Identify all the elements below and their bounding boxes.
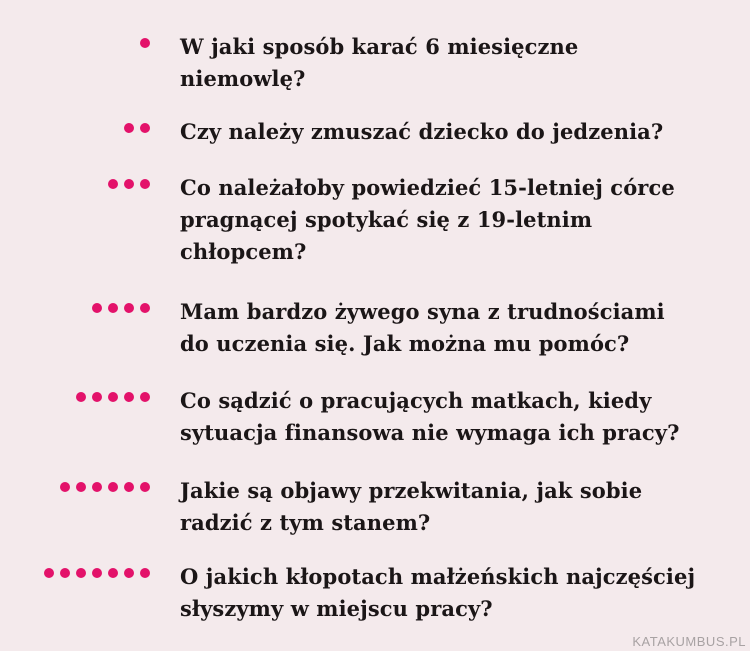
question-text: [180, 475, 740, 539]
bullet-dots: [140, 38, 150, 48]
question-line: do uczenia się. Jak można mu pomóc?: [180, 331, 630, 356]
bullet-dot: [108, 392, 118, 402]
question-line: W jaki sposób karać 6 miesięczne: [180, 34, 579, 59]
bullet-dot: [76, 482, 86, 492]
bullet-dot: [92, 303, 102, 313]
bullet-dots: [76, 392, 150, 402]
question-text: [180, 172, 740, 268]
question-text: [180, 296, 740, 360]
question-line: pragnącej spotykać się z 19-letnim: [180, 207, 593, 232]
bullet-dots: [44, 568, 150, 578]
question-text: [180, 385, 740, 449]
question-text: [180, 116, 740, 148]
watermark: KATAKUMBUS.PL: [632, 634, 746, 649]
bullet-dot: [92, 568, 102, 578]
bullet-dots: [124, 123, 150, 133]
question-line: Co sądzić o pracujących matkach, kiedy: [180, 388, 652, 413]
bullet-dot: [60, 568, 70, 578]
question-line: chłopcem?: [180, 239, 307, 264]
bullet-dots: [92, 303, 150, 313]
bullet-dot: [140, 179, 150, 189]
bullet-dot: [140, 303, 150, 313]
question-line: Czy należy zmuszać dziecko do jedzenia?: [180, 119, 664, 144]
bullet-dot: [140, 392, 150, 402]
question-line: słyszymy w miejscu pracy?: [180, 596, 493, 621]
bullet-dot: [140, 123, 150, 133]
bullet-dot: [108, 482, 118, 492]
bullet-dot: [140, 568, 150, 578]
bullet-dot: [44, 568, 54, 578]
bullet-dot: [92, 482, 102, 492]
question-line: niemowlę?: [180, 66, 306, 91]
bullet-dot: [108, 568, 118, 578]
question-line: O jakich kłopotach małżeńskich najczęściej: [180, 564, 696, 589]
bullet-dot: [124, 303, 134, 313]
bullet-dot: [124, 568, 134, 578]
bullet-dot: [108, 179, 118, 189]
bullet-dot: [124, 392, 134, 402]
bullet-dot: [124, 482, 134, 492]
bullet-dot: [140, 38, 150, 48]
bullet-dots: [60, 482, 150, 492]
question-line: radzić z tym stanem?: [180, 510, 431, 535]
bullet-dot: [140, 482, 150, 492]
bullet-dot: [60, 482, 70, 492]
question-line: Co należałoby powiedzieć 15-letniej córce: [180, 175, 675, 200]
bullet-dot: [108, 303, 118, 313]
question-line: Mam bardzo żywego syna z trudnościami: [180, 299, 665, 324]
bullet-dot: [76, 568, 86, 578]
question-text: [180, 561, 740, 625]
bullet-dot: [76, 392, 86, 402]
question-text: [180, 31, 740, 95]
question-line: sytuacja finansowa nie wymaga ich pracy?: [180, 420, 680, 445]
bullet-dot: [124, 179, 134, 189]
bullet-dots: [108, 179, 150, 189]
bullet-dot: [124, 123, 134, 133]
bullet-dot: [92, 392, 102, 402]
question-line: Jakie są objawy przekwitania, jak sobie: [180, 478, 643, 503]
